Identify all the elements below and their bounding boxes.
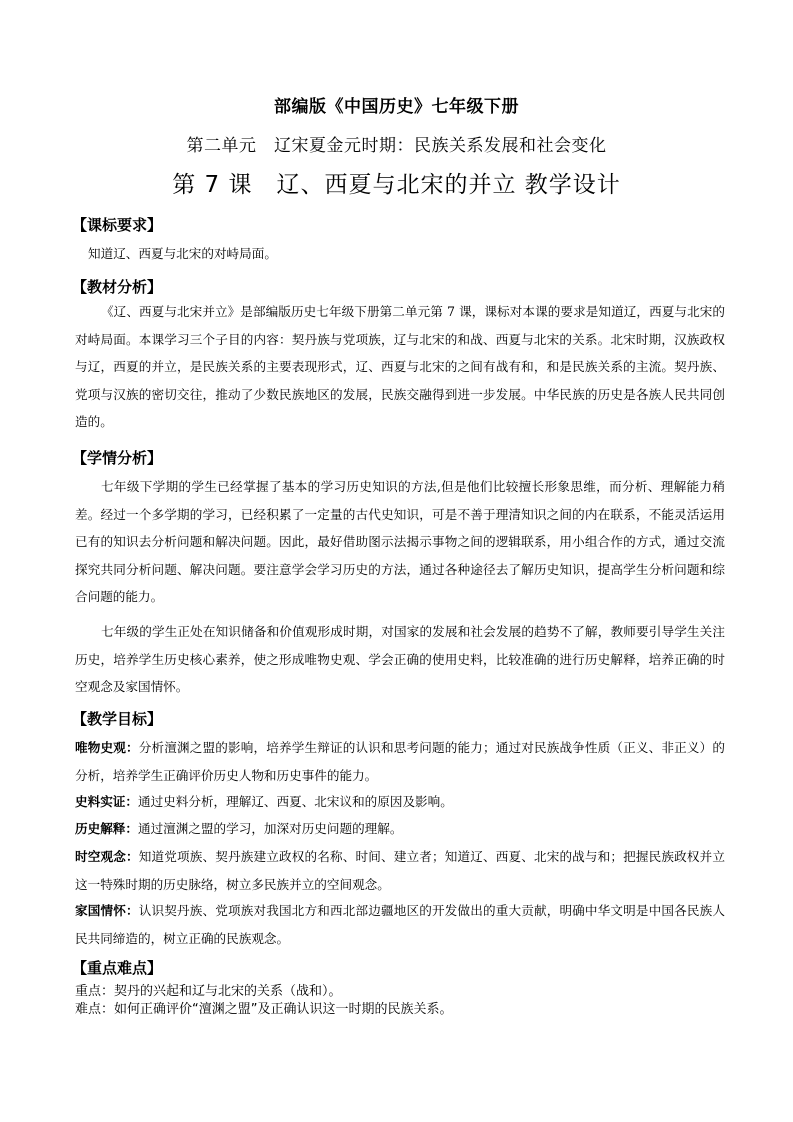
- goal-text: 通过史料分析，理解辽、西夏、北宋议和的原因及影响。: [137, 794, 453, 809]
- goal-interpretation: [75, 815, 725, 843]
- students-para2: 七年级的学生正处在知识储备和价值观形成时期，对国家的发展和社会发展的趋势不了解，教师要引导学生关注历史，培养学生历史核心素养，使之形成唯物史观、学会正确的使用史料，比较准确的进行历史解释，培养正确的时空观念及家国情怀。: [75, 624, 725, 695]
- goal-materialism: [75, 734, 725, 789]
- goal-evidence: [75, 788, 725, 816]
- goal-text: 通过澶渊之盟的学习，加深对历史问题的理解。: [137, 821, 403, 836]
- students-para1: 七年级下学期的学生已经掌握了基本的学习历史知识的方法,但是他们比较擅长形象思维，而分析、理解能力稍差。经过一个多学期的学习，已经积累了一定量的古代史知识，可是不善于理清知识之间的内在联系，不能灵活运用已有的知识去分析问题和解决问题。因此，最好借助图示法揭示事物之间的逻辑联系，用小组合作的方式，通过交流探究共同分析问题、解决问题。要注意学会学习历史的方法，通过各种途径去了解历史知识，提高学生分析问题和综合问题的能力。: [75, 479, 725, 605]
- goal-label: 家国情怀：: [75, 903, 139, 918]
- unit-title: 第二单元 辽宋夏金元时期：民族关系发展和社会变化: [186, 136, 607, 156]
- goal-label: 史料实证：: [75, 794, 138, 809]
- goal-spacetime: [75, 843, 725, 898]
- document-title: 部编版《中国历史》七年级下册: [274, 97, 519, 117]
- keypoints-heading: 【重点难点】: [72, 959, 163, 977]
- goal-text: 分析澶渊之盟的影响，培养学生辩证的认识和思考问题的能力；通过对民族战争性质（正义、非正义）的分析，培养学生正确评价历史人物和历史事件的能力。: [75, 740, 726, 783]
- goal-text: 认识契丹族、党项族对我国北方和西北部边疆地区的开发做出的重大贡献，明确中华文明是中国各民族人民共同缔造的，树立正确的民族观念。: [75, 903, 726, 946]
- standard-heading: 【课标要求】: [72, 216, 163, 234]
- textbook-text: 《辽、西夏与北宋并立》是部编版历史七年级下册第二单元第 7 课，课标对本课的要求是知道辽，西夏与北宋的对峙局面。本课学习三个子目的内容：契丹族与党项族，辽与北宋的和战、西夏与北宋的关系。北宋时期，汉族政权与辽，西夏的并立，是民族关系的主要表现形式，辽、西夏与北宋的之间有战有和，和是民族关系的主流。契丹族、党项与汉族的密切交往，推动了少数民族地区的发展，民族交融得到进一步发展。中华民族的历史是各族人民共同创造的。: [75, 304, 725, 430]
- lesson-title: 第 7 课 辽、西夏与北宋的并立 教学设计: [172, 172, 621, 198]
- goal-text: 知道党项族、契丹族建立政权的名称、时间、建立者；知道辽、西夏、北宋的战与和；把握民族政权并立这一特殊时期的历史脉络，树立多民族并立的空间观念。: [75, 849, 726, 892]
- students-heading: 【学情分析】: [72, 449, 163, 467]
- difficulty-point: 难点：如何正确评价“澶渊之盟”及正确认识这一时期的民族关系。: [75, 1002, 453, 1017]
- goal-label: 时空观念：: [75, 849, 139, 864]
- goal-label: 历史解释：: [75, 821, 138, 836]
- standard-text: 知道辽、西夏与北宋的对峙局面。: [88, 246, 277, 261]
- textbook-heading: 【教材分析】: [72, 278, 163, 296]
- goals-heading: 【教学目标】: [72, 710, 163, 728]
- goal-patriotism: [75, 897, 725, 952]
- key-point: 重点：契丹的兴起和辽与北宋的关系（战和）。: [75, 984, 342, 999]
- goal-label: 唯物史观：: [75, 740, 139, 755]
